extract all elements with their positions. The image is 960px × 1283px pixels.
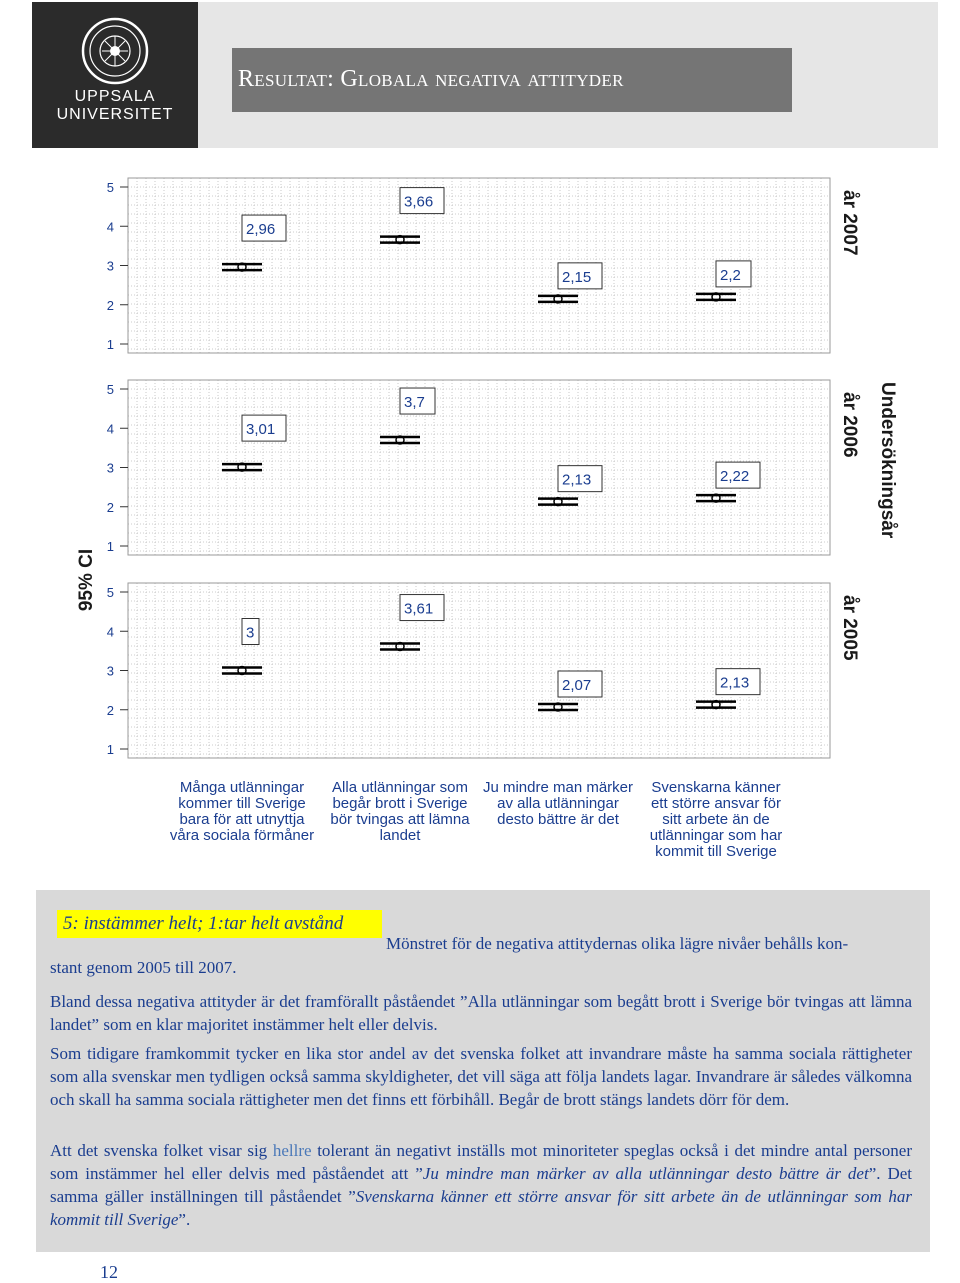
- paragraph-folket-part-1: Att det svenska folket visar sig: [50, 1141, 273, 1160]
- facet-label: år 2007: [839, 190, 860, 256]
- logo-text-universitet: UNIVERSITET: [56, 106, 174, 123]
- y-tick-label: 1: [106, 337, 114, 352]
- data-label: 2,2: [720, 266, 741, 284]
- y-tick-label: 2: [106, 702, 114, 718]
- category-label: [483, 779, 633, 828]
- intro-line-1: Mönstret för de negativa attitydernas olika lägre nivåer behålls kon-: [386, 934, 849, 953]
- paragraph-tidigare: Som tidigare framkommit tycker en lika stor andel av det svenska folket att invandrare måste ha samma sociala rättigheter som alla svenskar men tydligen också samma skyldigheter, det vill säga att följa landets lagar. Invandrare är således välkomna och skall ha samma sociala rättigheter men det finns ett förbihåll. Begår de brott stängs landets dörr för dem.: [50, 1044, 912, 1109]
- paragraph-folket-quote-1: Ju mindre man märker av alla utlänningar desto bättre är det: [422, 1164, 869, 1183]
- data-label: 2,15: [562, 268, 592, 286]
- y-axis-title: 95% CI: [76, 548, 97, 612]
- y-tick-label: 4: [106, 421, 114, 437]
- category-label-line: Alla utlänningar som: [332, 779, 468, 796]
- category-label-line: våra sociala förmåner: [169, 827, 315, 844]
- ci-chart: [36, 148, 930, 890]
- y-tick-label: 5: [106, 180, 114, 195]
- y-tick-label: 2: [106, 297, 114, 313]
- category-label-line: utlänningar som har: [649, 827, 783, 844]
- category-label-line: Ju mindre man märker: [482, 779, 634, 796]
- y-tick-label: 1: [106, 539, 114, 554]
- category-label: [330, 779, 470, 844]
- data-label: 2,07: [562, 677, 592, 695]
- intro-line-2: stant genom 2005 till 2007.: [50, 958, 237, 977]
- category-label-line: Många utlänningar: [179, 779, 305, 796]
- category-label-line: landet: [379, 827, 421, 844]
- y-tick-label: 5: [106, 585, 114, 600]
- slide-title: Resultat: Globala negativa attityder: [238, 66, 624, 92]
- y-tick-label: 3: [106, 258, 114, 274]
- panel-år-2005: [107, 583, 860, 758]
- data-label: 3,01: [246, 421, 276, 439]
- page-number: 12: [100, 1262, 118, 1282]
- y-tick-label: 3: [106, 460, 114, 476]
- data-label: 2,96: [246, 221, 276, 239]
- category-label-line: av alla utlänningar: [497, 795, 619, 812]
- panel-år-2006: [107, 380, 860, 555]
- category-label-line: bör tvingas att lämna: [330, 811, 470, 828]
- data-label: 3,7: [404, 394, 425, 412]
- category-label: [650, 779, 783, 860]
- y-tick-label: 3: [106, 663, 114, 679]
- category-label-line: kommit till Sverige: [655, 843, 777, 860]
- data-label: 2,13: [562, 471, 592, 489]
- category-label-line: Svenskarna känner: [651, 779, 781, 796]
- scale-note: 5: instämmer helt; 1:tar helt avstånd: [57, 910, 382, 938]
- paragraph-folket-part-2: tolerant än negativt inställs mot minoriteter speglas också i det mindre antal personer som instämmer hel eller delvis med påståendet att ”: [50, 1141, 912, 1183]
- category-label-line: ett större ansvar för: [650, 795, 782, 812]
- logo-text-uppsala: UPPSALA: [74, 88, 156, 105]
- facet-label: år 2006: [839, 392, 860, 458]
- data-label: 2,13: [720, 674, 750, 692]
- y-tick-label: 4: [106, 624, 114, 640]
- data-label: 3: [246, 624, 255, 642]
- y-tick-label: 4: [106, 219, 114, 235]
- chart-panel: [36, 148, 930, 890]
- category-label-line: sitt arbete än de: [662, 811, 770, 828]
- category-label-line: begår brott i Sverige: [332, 795, 468, 812]
- facet-label: år 2005: [839, 595, 860, 661]
- facet-title: Undersökningsår: [877, 382, 898, 539]
- paragraph-bland: Bland dessa negativa attityder är det framförallt påståendet ”Alla utlänningar som begått brott i Sverige bör tvingas att lämna landet” som en klar majoritet instämmer helt eller delvis.: [50, 992, 912, 1034]
- data-label: 3,66: [404, 193, 434, 211]
- category-label-line: desto bättre är det: [497, 811, 619, 828]
- y-tick-label: 2: [106, 499, 114, 515]
- paragraph-folket-part-3: ”. Det samma gäller inställningen till påståendet ”: [50, 1164, 912, 1206]
- data-label: 2,22: [720, 468, 750, 486]
- university-seal-icon: [80, 16, 150, 86]
- panel-år-2007: [107, 178, 860, 353]
- paragraph-folket-part-4: ”.: [178, 1210, 191, 1229]
- y-tick-label: 1: [106, 742, 114, 757]
- y-tick-label: 5: [106, 382, 114, 397]
- paragraph-folket-quote-2: Svenskarna känner ett större ansvar för sitt arbete än de utlänningar som har kommit till Sverige: [50, 1187, 912, 1229]
- paragraph-folket-highlight: hellre: [272, 1141, 312, 1160]
- category-label: [170, 779, 314, 844]
- category-label-line: kommer till Sverige: [178, 795, 306, 812]
- paragraph-folket: [50, 1139, 912, 1231]
- category-label-line: bara för att utnyttja: [179, 811, 305, 828]
- chart-content: [107, 178, 860, 860]
- data-label: 3,61: [404, 600, 434, 618]
